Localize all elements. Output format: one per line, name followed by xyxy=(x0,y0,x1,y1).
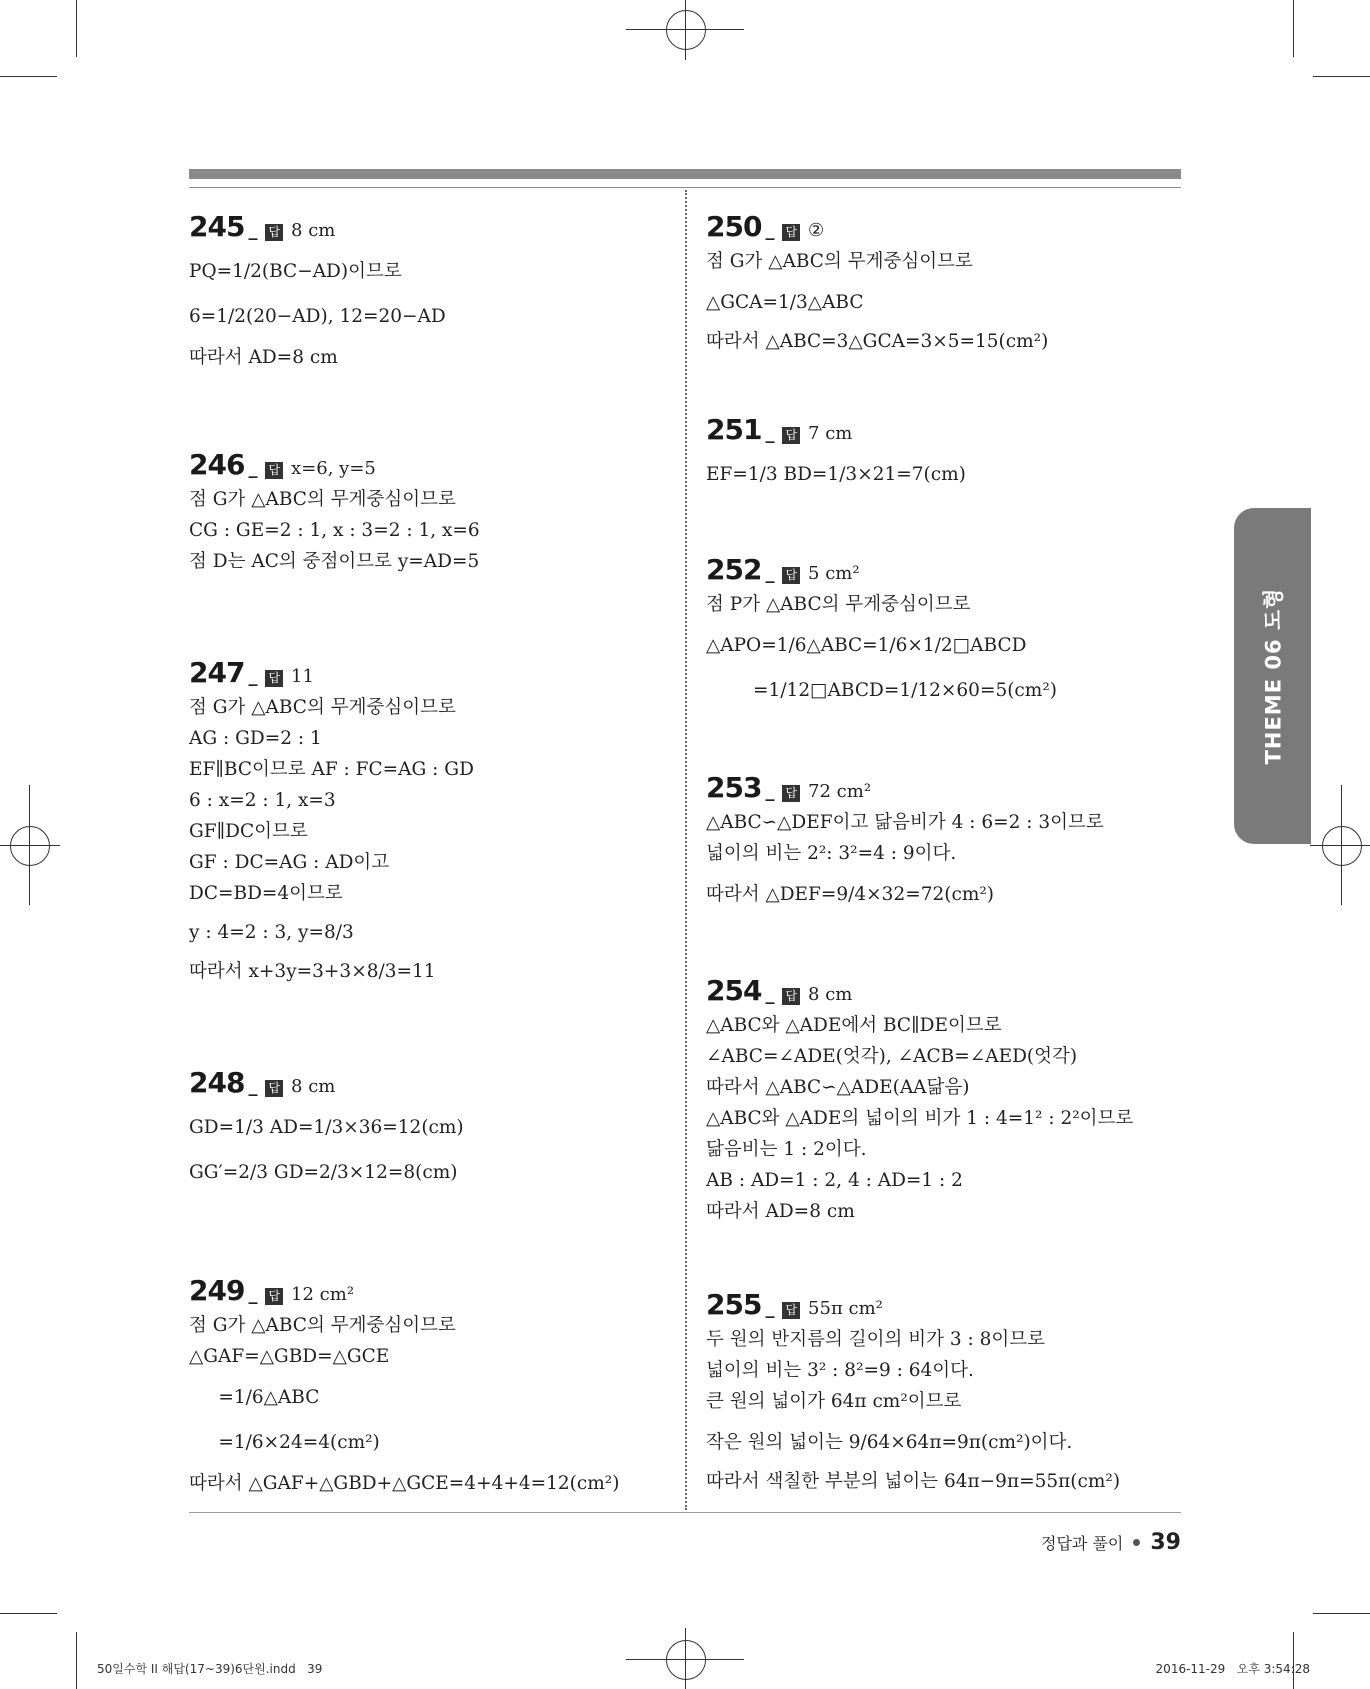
number-underscore: _ xyxy=(248,1076,258,1097)
solution-line: △GCA=1/3△ABC xyxy=(706,292,864,313)
solution-line: 6 : x=2 : 1, x=3 xyxy=(189,790,336,811)
registration-mark-bottom xyxy=(666,1640,706,1680)
number-underscore: _ xyxy=(248,1284,258,1305)
problem-answer: x=6, y=5 xyxy=(291,458,376,479)
crop-mark xyxy=(76,0,77,57)
number-underscore: _ xyxy=(765,1298,775,1319)
solution-line: 따라서 색칠한 부분의 넓이는 64π−9π=55π(cm²) xyxy=(706,1471,1121,1492)
side-tab-label: THEME 06 도형 xyxy=(1261,587,1286,765)
solution-line: 큰 원의 넓이가 64π cm²이므로 xyxy=(706,1391,962,1412)
crop-mark xyxy=(0,76,57,77)
solution-line: 6=1/2(20−AD), 12=20−AD xyxy=(189,306,446,327)
solution-line: △ABC∽△DEF이고 닮음비가 4 : 6=2 : 3이므로 xyxy=(706,812,1104,833)
answer-badge: 답 xyxy=(265,224,283,241)
bullet-icon xyxy=(1133,1539,1140,1546)
problem-answer: 8 cm xyxy=(808,984,853,1005)
solution-line: 점 D는 AC의 중점이므로 y=AD=5 xyxy=(189,551,480,572)
side-tab-label-wrap xyxy=(1234,508,1311,844)
solution-line: 넓이의 비는 2²: 3²=4 : 9이다. xyxy=(706,843,957,864)
solution-line: 점 P가 △ABC의 무게중심이므로 xyxy=(706,594,971,615)
problem-255 xyxy=(706,1288,1176,1497)
problem-answer: 72 cm² xyxy=(808,781,872,802)
solution-line: △ABC와 △ADE에서 BC∥DE이므로 xyxy=(706,1015,1002,1036)
problem-250 xyxy=(706,210,1176,357)
header-bar xyxy=(189,169,1181,179)
crop-mark xyxy=(0,845,60,846)
solution-line: △APO=1/6△ABC=1/6×1/2□ABCD xyxy=(706,635,1027,656)
solution-line: 점 G가 △ABC의 무게중심이므로 xyxy=(189,1315,456,1336)
crop-mark xyxy=(0,1613,57,1614)
number-underscore: _ xyxy=(765,984,775,1005)
solution-line: 넓이의 비는 3² : 8²=9 : 64이다. xyxy=(706,1360,974,1381)
number-underscore: _ xyxy=(248,220,258,241)
slug-left: 50일수학 II 해답(17~39)6단원.indd 39 xyxy=(97,1662,323,1676)
problem-answer: ② xyxy=(808,220,825,241)
problem-number: 254 xyxy=(706,974,762,1007)
solution-line: ∠ABC=∠ADE(엇각), ∠ACB=∠AED(엇각) xyxy=(706,1046,1078,1067)
solution-line: 따라서 x+3y=3+3×8/3=11 xyxy=(189,961,436,982)
problem-253 xyxy=(706,771,1176,910)
solution-line: 따라서 AD=8 cm xyxy=(706,1201,855,1222)
number-underscore: _ xyxy=(765,563,775,584)
problem-number: 255 xyxy=(706,1288,762,1321)
registration-mark-left xyxy=(10,826,50,866)
answer-badge: 답 xyxy=(782,567,800,584)
crop-mark xyxy=(685,1628,686,1689)
solution-line: 점 G가 △ABC의 무게중심이므로 xyxy=(189,489,456,510)
problem-answer: 5 cm² xyxy=(808,563,860,584)
answer-badge: 답 xyxy=(265,1080,283,1097)
solution-line: =1/6×24=4(cm²) xyxy=(189,1432,380,1453)
problem-number: 250 xyxy=(706,210,762,243)
solution-line: CG : GE=2 : 1, x : 3=2 : 1, x=6 xyxy=(189,520,480,541)
solution-line: PQ=1/2(BC−AD)이므로 xyxy=(189,261,402,282)
problem-number: 252 xyxy=(706,553,762,586)
crop-mark xyxy=(1310,845,1370,846)
crop-mark xyxy=(1313,1613,1370,1614)
problem-245 xyxy=(189,210,659,373)
problem-number: 248 xyxy=(189,1066,245,1099)
answer-badge: 답 xyxy=(782,988,800,1005)
solution-line: AB : AD=1 : 2, 4 : AD=1 : 2 xyxy=(706,1170,963,1191)
solution-line: △GAF=△GBD=△GCE xyxy=(189,1346,390,1367)
answer-badge: 답 xyxy=(782,785,800,802)
answer-badge: 답 xyxy=(782,427,800,444)
solution-line: GF∥DC이므로 xyxy=(189,821,308,842)
solution-line: 따라서 △GAF+△GBD+△GCE=4+4+4=12(cm²) xyxy=(189,1473,620,1494)
problem-254 xyxy=(706,974,1176,1227)
solution-line: =1/12□ABCD=1/12×60=5(cm²) xyxy=(706,680,1057,701)
solution-line: 따라서 △ABC∽△ADE(AA닮음) xyxy=(706,1077,970,1098)
problem-number: 247 xyxy=(189,656,245,689)
registration-mark-right xyxy=(1322,826,1362,866)
solution-line: GD=1/3 AD=1/3×36=12(cm) xyxy=(189,1117,464,1138)
solution-line: EF=1/3 BD=1/3×21=7(cm) xyxy=(706,464,966,485)
problem-answer: 55π cm² xyxy=(808,1298,883,1319)
problem-answer: 8 cm xyxy=(291,1076,336,1097)
solution-line: =1/6△ABC xyxy=(189,1387,320,1408)
solution-line: GF : DC=AG : AD이고 xyxy=(189,852,390,873)
crop-mark xyxy=(1341,785,1342,905)
number-underscore: _ xyxy=(248,666,258,687)
header-rule xyxy=(189,187,1181,188)
answer-badge: 답 xyxy=(782,224,800,241)
answer-badge: 답 xyxy=(782,1302,800,1319)
problem-number: 251 xyxy=(706,413,762,446)
crop-mark xyxy=(1313,76,1370,77)
problem-246 xyxy=(189,448,659,577)
number-underscore: _ xyxy=(765,220,775,241)
footer-label: 정답과 풀이 xyxy=(1041,1534,1124,1553)
page-number: 39 xyxy=(1150,1530,1181,1555)
crop-mark xyxy=(76,1632,77,1689)
problem-251 xyxy=(706,413,1176,490)
solution-line: 작은 원의 넓이는 9/64×64π=9π(cm²)이다. xyxy=(706,1432,1073,1453)
solution-line: 따라서 AD=8 cm xyxy=(189,347,338,368)
problem-248 xyxy=(189,1066,659,1188)
problem-answer: 8 cm xyxy=(291,220,336,241)
slug-right: 2016-11-29 오후 3:54:28 xyxy=(1155,1662,1310,1676)
solution-line: y : 4=2 : 3, y=8/3 xyxy=(189,922,354,943)
solution-line: DC=BD=4이므로 xyxy=(189,883,343,904)
problem-number: 253 xyxy=(706,771,762,804)
solution-line: 두 원의 반지름의 길이의 비가 3 : 8이므로 xyxy=(706,1329,1046,1350)
solution-line: GG′=2/3 GD=2/3×12=8(cm) xyxy=(189,1162,458,1183)
problem-answer: 12 cm² xyxy=(291,1284,355,1305)
crop-mark xyxy=(29,785,30,905)
answer-badge: 답 xyxy=(265,670,283,687)
registration-mark-top xyxy=(666,10,706,50)
solution-line: △ABC와 △ADE의 넓이의 비가 1 : 4=1² : 2²이므로 xyxy=(706,1108,1134,1129)
problem-247 xyxy=(189,656,659,987)
number-underscore: _ xyxy=(765,781,775,802)
column-divider xyxy=(685,190,687,1510)
number-underscore: _ xyxy=(765,423,775,444)
problem-252 xyxy=(706,553,1176,706)
problem-number: 249 xyxy=(189,1274,245,1307)
solution-line: 점 G가 △ABC의 무게중심이므로 xyxy=(706,251,973,272)
problem-answer: 11 xyxy=(291,666,314,687)
number-underscore: _ xyxy=(248,458,258,479)
crop-mark xyxy=(1293,0,1294,57)
crop-mark xyxy=(685,0,686,60)
page-footer xyxy=(1041,1530,1181,1555)
solution-line: EF∥BC이므로 AF : FC=AG : GD xyxy=(189,759,474,780)
problem-number: 245 xyxy=(189,210,245,243)
problem-answer: 7 cm xyxy=(808,423,853,444)
footer-rule xyxy=(189,1512,1181,1513)
problem-number: 246 xyxy=(189,448,245,481)
answer-badge: 답 xyxy=(265,462,283,479)
answer-badge: 답 xyxy=(265,1288,283,1305)
solution-line: AG : GD=2 : 1 xyxy=(189,728,322,749)
solution-line: 점 G가 △ABC의 무게중심이므로 xyxy=(189,697,456,718)
solution-line: 따라서 △DEF=9/4×32=72(cm²) xyxy=(706,884,995,905)
problem-249 xyxy=(189,1274,659,1499)
solution-line: 닮음비는 1 : 2이다. xyxy=(706,1139,867,1160)
solution-line: 따라서 △ABC=3△GCA=3×5=15(cm²) xyxy=(706,331,1049,352)
